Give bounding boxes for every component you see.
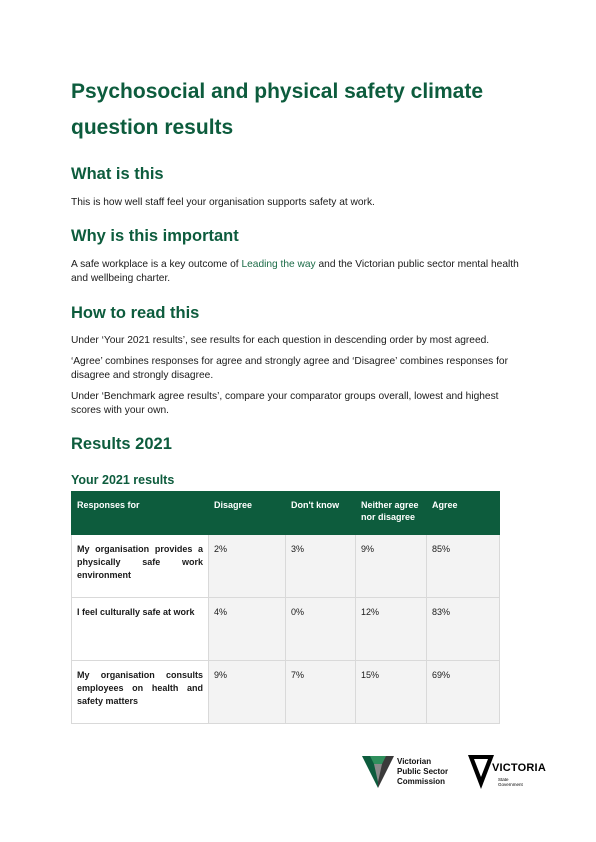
row-agree: 85% [427, 535, 500, 598]
row-question: My organisation consults employees on health and safety matters [72, 661, 209, 724]
row-disagree: 9% [209, 661, 286, 724]
row-neither: 9% [356, 535, 427, 598]
what-heading: What is this [71, 165, 164, 183]
why-body-start: A safe workplace is a key outcome of [71, 259, 242, 270]
header-dont-know: Don't know [286, 492, 356, 535]
why-heading: Why is this important [71, 227, 239, 245]
header-agree: Agree [427, 492, 500, 535]
victoria-logo-icon [468, 755, 494, 789]
vpsc-logo-icon [362, 754, 394, 790]
row-agree: 69% [427, 661, 500, 724]
table-row [72, 535, 500, 598]
table-row [72, 598, 500, 661]
vic-sub-2: Government [498, 782, 523, 787]
row-agree: 83% [427, 598, 500, 661]
table-header-row [72, 492, 500, 535]
results-heading: Results 2021 [71, 435, 172, 453]
victoria-logo-subtext [498, 777, 523, 787]
vpsc-line-3: Commission [397, 777, 446, 786]
row-neither: 12% [356, 598, 427, 661]
what-body: This is how well staff feel your organisation supports safety at work. [71, 197, 375, 208]
row-dont-know: 7% [286, 661, 356, 724]
vpsc-line-2: Public Sector [397, 767, 449, 776]
table-row [72, 661, 500, 724]
how-heading: How to read this [71, 304, 200, 322]
vic-sub-1: State [498, 777, 509, 782]
how-para-2: ‘Agree’ combines responses for agree and strongly agree and ‘Disagree’ combines responses for disagree and strongly disagree. [71, 356, 508, 381]
results-subheading: Your 2021 results [71, 473, 175, 487]
how-para-1: Under ‘Your 2021 results’, see results for each question in descending order by most agreed. [71, 335, 490, 346]
vpsc-line-1: Victorian [397, 757, 432, 766]
row-question: I feel culturally safe at work [72, 598, 209, 661]
row-neither: 15% [356, 661, 427, 724]
row-dont-know: 0% [286, 598, 356, 661]
victoria-logo-text: VICTORIA [492, 762, 546, 774]
row-disagree: 2% [209, 535, 286, 598]
results-table [71, 491, 500, 724]
header-disagree: Disagree [209, 492, 286, 535]
why-body [71, 258, 526, 286]
how-para-3: Under ‘Benchmark agree results’, compare your comparator groups overall, lowest and highest scores with your own. [71, 391, 499, 416]
footer-logos [362, 752, 546, 792]
vpsc-logo-text [397, 757, 448, 787]
why-body-end: and the Victorian public sector mental health and wellbeing charter. [71, 259, 519, 284]
row-dont-know: 3% [286, 535, 356, 598]
page-title: Psychosocial and physical safety climate question results [71, 80, 484, 139]
leading-the-way-link[interactable]: Leading the way [241, 259, 316, 270]
header-responses-for: Responses for [72, 492, 209, 535]
header-neither: Neither agree nor disagree [356, 492, 427, 535]
row-question: My organisation provides a physically safe work environment [72, 535, 209, 598]
row-disagree: 4% [209, 598, 286, 661]
